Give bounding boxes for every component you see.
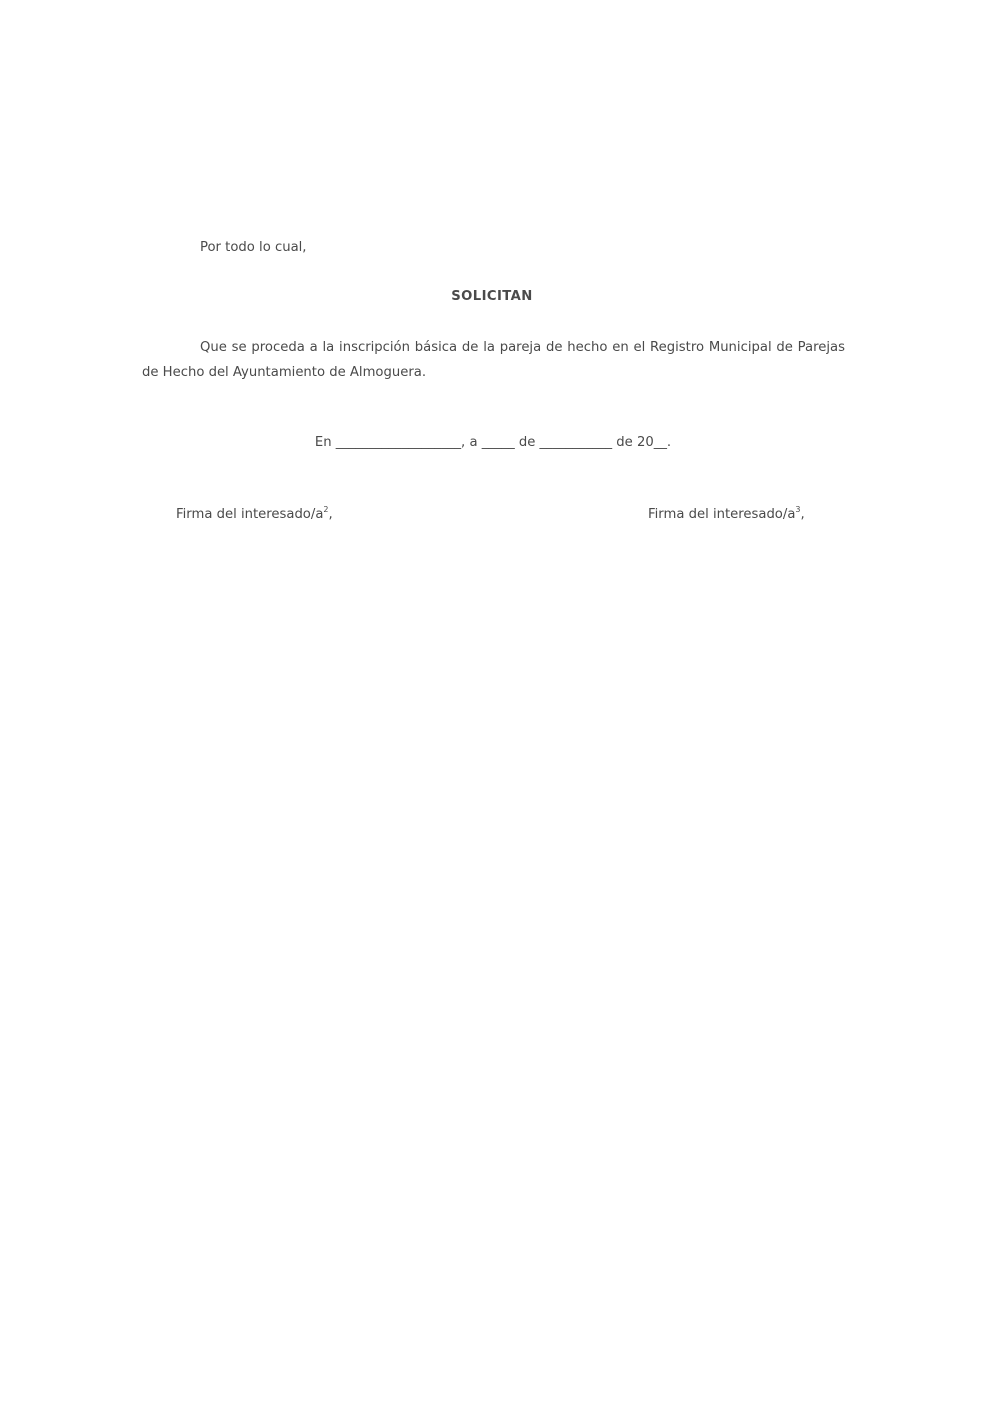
signature-label-right — [648, 506, 805, 524]
signature-label-text: Firma del interesado/a — [176, 507, 324, 522]
signature-suffix: , — [800, 507, 805, 522]
signature-label-left — [176, 506, 333, 524]
place-date-line: En ___________________, a _____ de ___________ de 20__. — [314, 435, 672, 450]
signature-suffix: , — [328, 507, 333, 522]
signature-label-text: Firma del interesado/a — [648, 507, 796, 522]
footnote-ref: 3 — [795, 505, 801, 514]
footnote-ref: 2 — [323, 505, 329, 514]
section-heading: SOLICITAN — [451, 289, 533, 304]
intro-text: Por todo lo cual, — [200, 240, 307, 255]
request-paragraph: Que se proceda a la inscripción básica de la pareja de hecho en el Registro Municipal de Parejas de Hecho del Ayuntamiento de Almoguera. — [142, 340, 845, 380]
